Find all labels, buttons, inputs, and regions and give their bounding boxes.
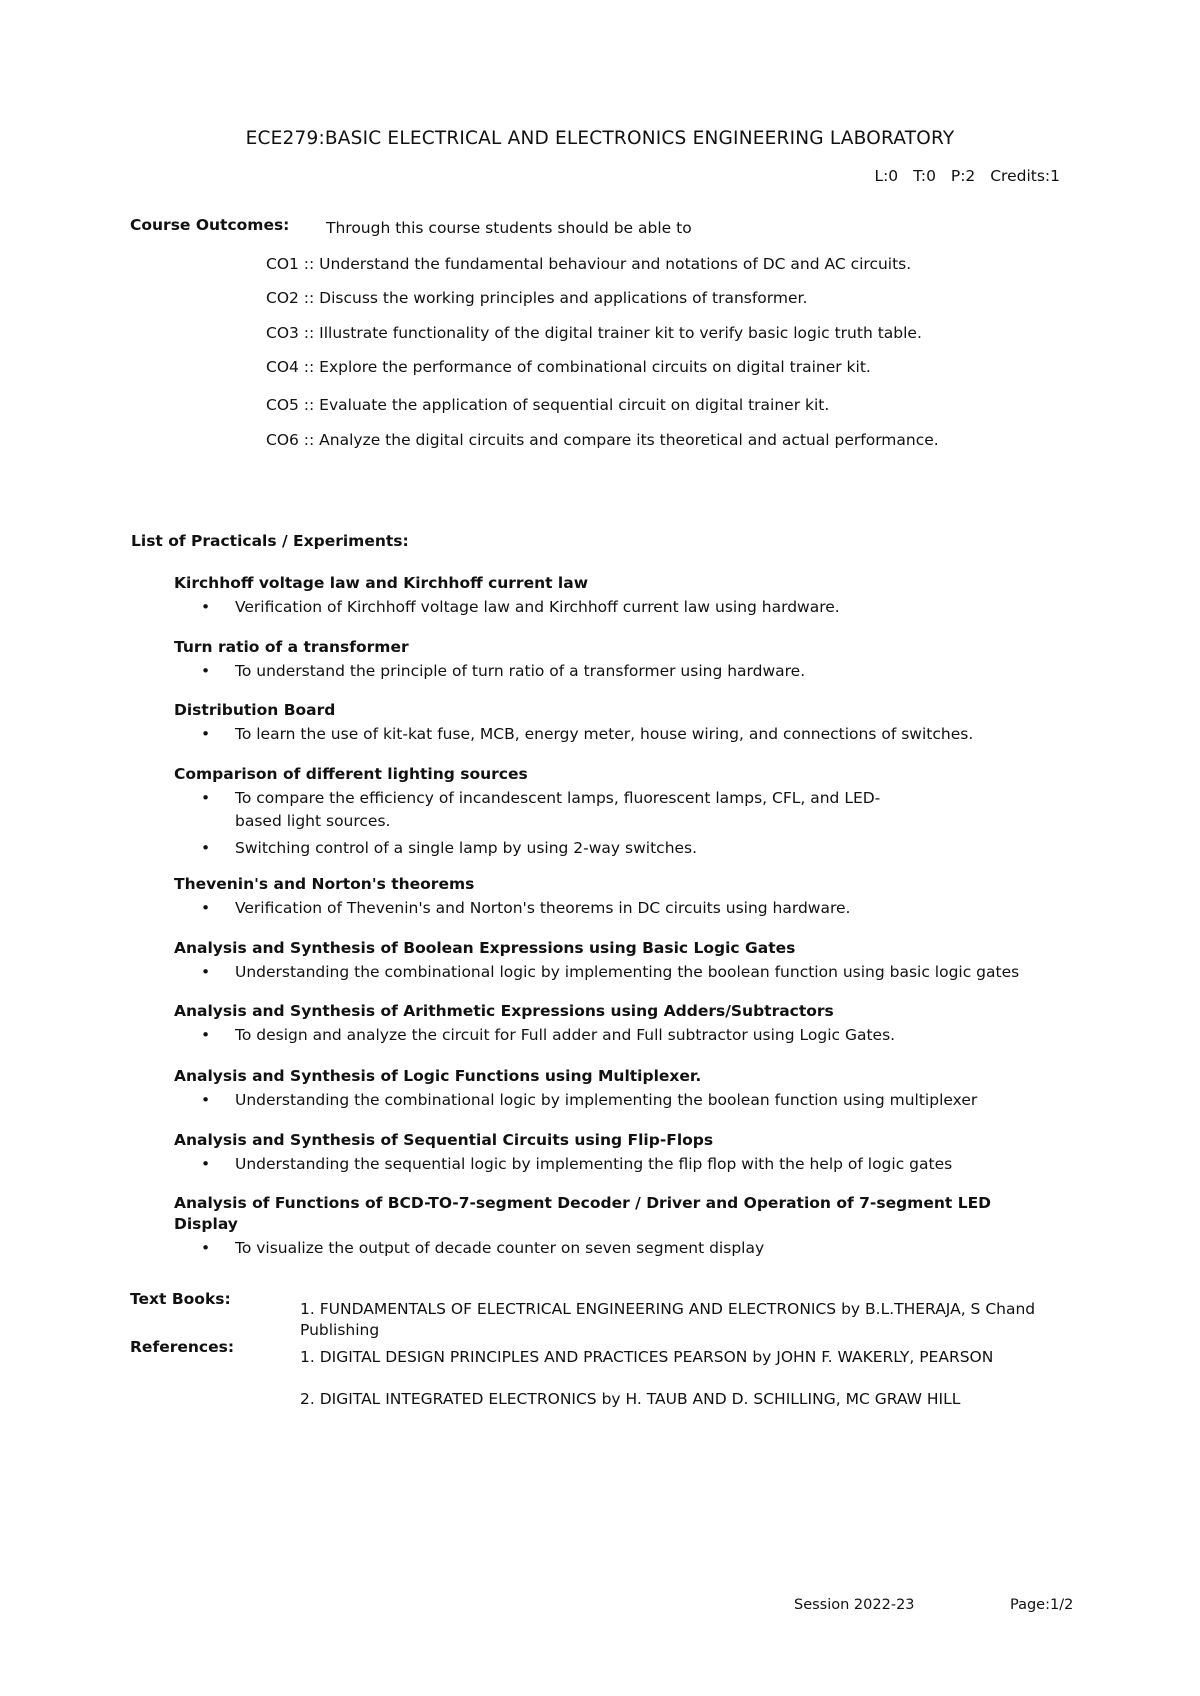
experiment-bullet: • Verification of Thevenin's and Norton's theorems in DC circuits using hardware. [174,897,1074,920]
credits-line: L:0 T:0 P:2 Credits:1 [874,167,1060,185]
page-number: Page:1/2 [1010,1597,1074,1613]
experiment [174,764,1074,860]
course-outcome-item: CO6 :: Analyze the digital circuits and compare its theoretical and actual performance. [266,431,939,449]
bullet-icon: • [201,839,211,857]
course-outcome-item: CO4 :: Explore the performance of combinational circuits on digital trainer kit. [266,358,871,376]
bullet-icon: • [201,789,211,807]
references-label: References: [130,1338,235,1356]
bullet-icon: • [201,1026,211,1044]
experiment [174,1130,1074,1176]
course-outcome-item: CO1 :: Understand the fundamental behaviour and notations of DC and AC circuits. [266,255,912,273]
experiment-bullet: • To compare the efficiency of incandescent lamps, fluorescent lamps, CFL, and LED-based light sources. [201,789,881,830]
course-outcome-item: CO2 :: Discuss the working principles and applications of transformer. [266,289,808,307]
experiment-bullet: • To understand the principle of turn ratio of a transformer using hardware. [174,660,1074,683]
bullet-icon: • [201,1155,211,1173]
reference-item: 1. DIGITAL DESIGN PRINCIPLES AND PRACTICES PEARSON by JOHN F. WAKERLY, PEARSON [300,1348,994,1366]
bullet-icon: • [201,662,211,680]
experiment-bullet: • Switching control of a single lamp by using 2-way switches. [174,837,1074,860]
experiment-bullet: • Understanding the combinational logic by implementing the boolean function using multiplexer [174,1089,1074,1112]
course-outcome-item: CO5 :: Evaluate the application of sequential circuit on digital trainer kit. [266,396,830,414]
experiment-bullet: • Verification of Kirchhoff voltage law and Kirchhoff current law using hardware. [174,596,1074,619]
experiment [174,700,1074,746]
experiment-title: Analysis and Synthesis of Logic Functions using Multiplexer. [174,1067,702,1085]
experiment-title: Analysis and Synthesis of Sequential Circuits using Flip-Flops [174,1131,714,1149]
experiment-bullet: • To learn the use of kit-kat fuse, MCB, energy meter, house wiring, and connections of switches. [174,723,1074,746]
experiment-title: Thevenin's and Norton's theorems [174,875,475,893]
experiment-title: Turn ratio of a transformer [174,638,409,656]
bullet-icon: • [201,963,211,981]
experiment-title: Kirchhoff voltage law and Kirchhoff current law [174,574,589,592]
bullet-icon: • [201,1239,211,1257]
experiment-bullet: • Understanding the sequential logic by implementing the flip flop with the help of logic gates [174,1153,1074,1176]
experiment [174,938,1074,984]
experiment [174,1066,1074,1112]
bullet-icon: • [201,1091,211,1109]
text-books-label: Text Books: [130,1290,231,1308]
experiment-title: Analysis of Functions of BCD-TO-7-segment Decoder / Driver and Operation of 7-segment LED Display [174,1194,992,1233]
course-outcomes-intro: Through this course students should be able to [326,219,692,237]
page-title: ECE279:BASIC ELECTRICAL AND ELECTRONICS ENGINEERING LABORATORY [245,128,955,149]
course-outcome-item: CO3 :: Illustrate functionality of the digital trainer kit to verify basic logic truth table. [266,324,922,342]
bullet-icon: • [201,598,211,616]
experiment [174,1193,1074,1260]
experiment-title: Comparison of different lighting sources [174,765,528,783]
course-outcomes-label: Course Outcomes: [130,216,290,234]
experiment-title: Analysis and Synthesis of Arithmetic Expressions using Adders/Subtractors [174,1002,834,1020]
experiment [174,1001,1074,1047]
bullet-icon: • [201,899,211,917]
practicals-heading: List of Practicals / Experiments: [131,532,409,550]
experiment [174,573,1074,619]
experiment [174,874,1074,920]
experiment-bullet: • To design and analyze the circuit for Full adder and Full subtractor using Logic Gates. [174,1024,1074,1047]
experiment-bullet: • Understanding the combinational logic by implementing the boolean function using basic logic gates [174,961,1074,984]
experiment [174,637,1074,683]
experiment-bullet: • To visualize the output of decade counter on seven segment display [174,1237,1074,1260]
bullet-icon: • [201,725,211,743]
reference-item: 2. DIGITAL INTEGRATED ELECTRONICS by H. TAUB AND D. SCHILLING, MC GRAW HILL [300,1390,961,1408]
experiment-title: Distribution Board [174,701,336,719]
footer-session: Session 2022-23 [794,1597,915,1613]
text-book-item: 1. FUNDAMENTALS OF ELECTRICAL ENGINEERING AND ELECTRONICS by B.L.THERAJA, S Chand Publishing [300,1300,1036,1339]
experiment-title: Analysis and Synthesis of Boolean Expressions using Basic Logic Gates [174,939,796,957]
